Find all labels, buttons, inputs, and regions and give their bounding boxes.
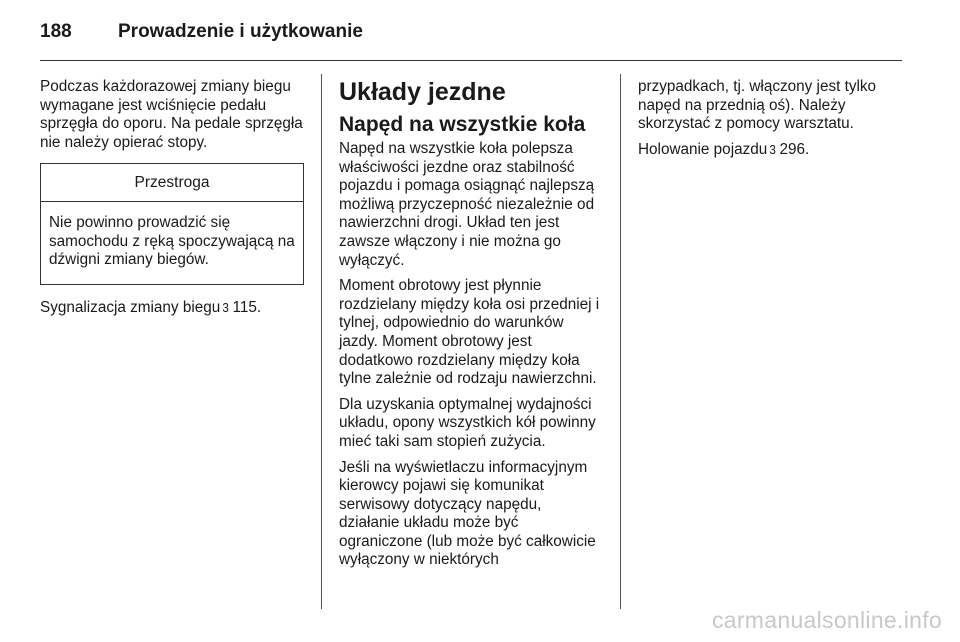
warning-title: Przestroga xyxy=(41,164,303,202)
reference-text: Sygnalizacja zmiany biegu xyxy=(40,298,221,316)
reference-page-link[interactable]: 115. xyxy=(232,298,262,316)
body-paragraph: Dla uzyskania optymalnej wydajności układu, opony wszystkich kół powinny mieć taki sam stopień zużycia. xyxy=(339,395,596,450)
page-reference-icon: 3 xyxy=(769,141,777,157)
continued-paragraph: przypadkach, tj. włączony jest tylko napęd na przednią oś). Należy skorzystać z pomocy warsztatu. xyxy=(638,78,877,133)
page-header xyxy=(40,20,902,61)
reference-line xyxy=(40,299,304,318)
reference-page-link[interactable]: 296. xyxy=(779,140,810,158)
column-divider xyxy=(620,74,621,609)
reference-line xyxy=(638,141,902,160)
body-paragraph: Napęd na wszystkie koła polepsza właściwości jezdne oraz stabilność pojazdu i pomaga osiągnąć najlepszą możliwą przyczepność niezależnie od nawierzchni drogi. Układ ten jest zawsze włączony i nie można go wyłączyć. xyxy=(339,140,595,269)
page-number: 188 xyxy=(40,21,72,42)
column-1 xyxy=(40,78,304,324)
clutch-paragraph: Podczas każdorazowej zmiany biegu wymagane jest wciśnięcie pedału sprzęgła do oporu. Na pedale sprzęgła nie należy opierać stopy. xyxy=(40,78,303,151)
column-divider xyxy=(321,74,322,609)
warning-box xyxy=(40,163,304,284)
subsection-title: Napęd na wszystkie koła xyxy=(339,113,586,136)
chapter-title: Prowadzenie i użytkowanie xyxy=(118,21,363,42)
body-paragraph: Jeśli na wyświetlaczu informacyjnym kierowcy pojawi się komunikat serwisowy dotyczący napędu, działanie układu może być ograniczone (lub może być całkowicie wyłączony w niektórych xyxy=(339,458,596,569)
page-reference-icon: 3 xyxy=(222,299,230,315)
warning-body: Nie powinno prowadzić się samochodu z ręką spoczywającą na dźwigni zmiany biegów. xyxy=(49,213,295,269)
section-title: Układy jezdne xyxy=(339,78,506,106)
column-2 xyxy=(339,78,605,577)
reference-text: Holowanie pojazdu xyxy=(638,140,768,158)
column-3 xyxy=(638,78,902,166)
watermark: carmanualsonline.info xyxy=(711,607,942,633)
body-paragraph: Moment obrotowy jest płynnie rozdzielany między koła osi przedniej i tylnej, odpowiednio do warunków jazdy. Moment obrotowy jest dodatkowo rozdzielany między koła tylne zależnie od rodzaju nawierzchni. xyxy=(339,277,600,388)
